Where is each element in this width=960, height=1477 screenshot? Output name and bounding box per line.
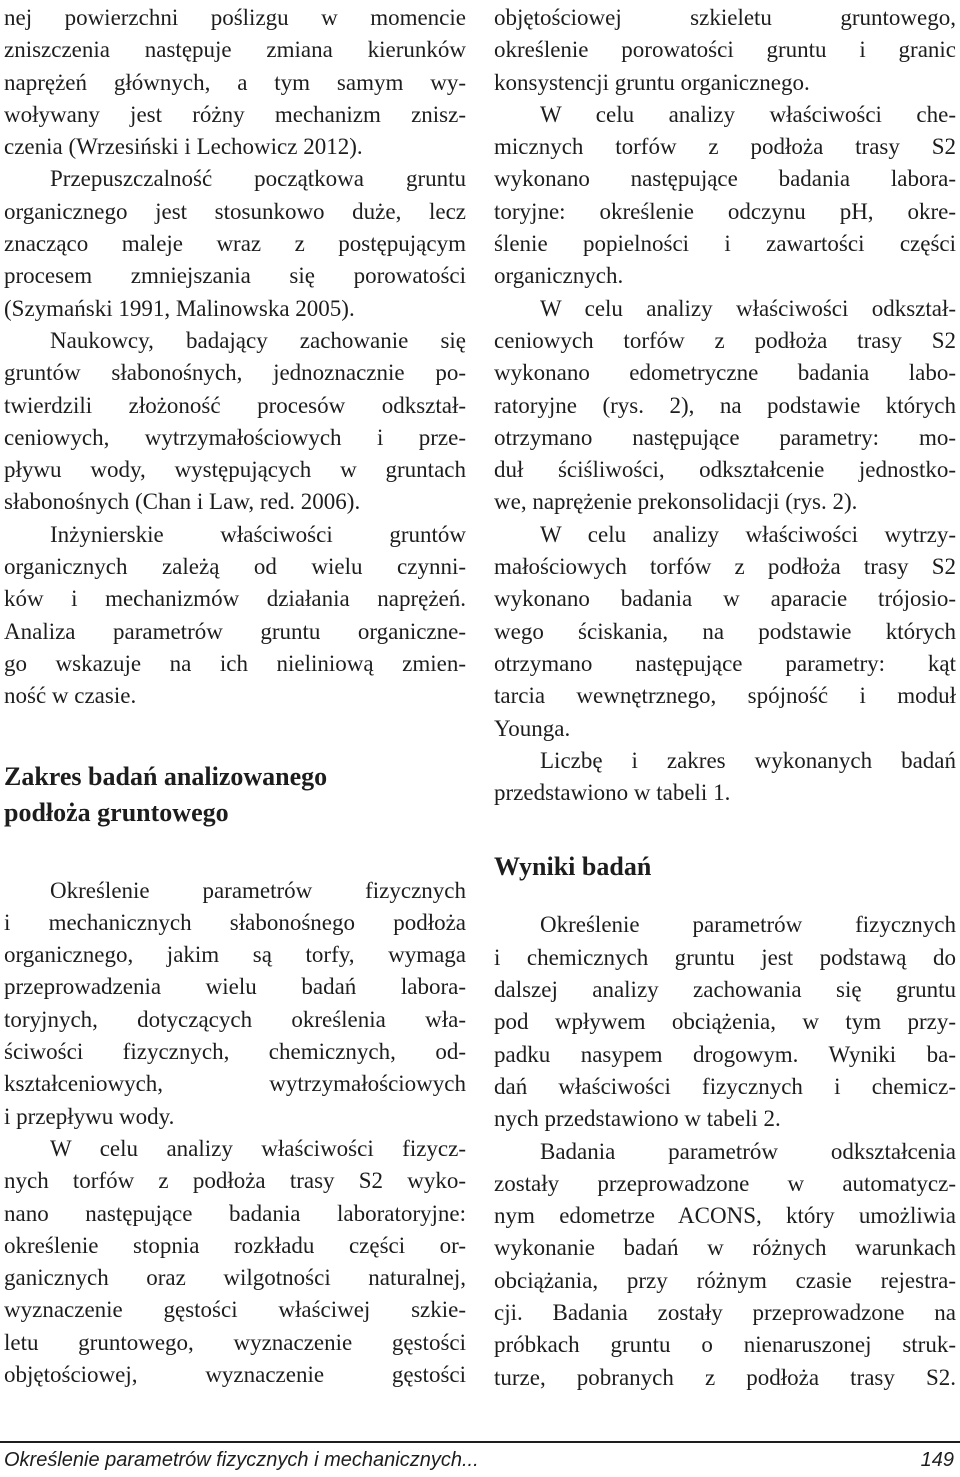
- heading-line: podłoża gruntowego: [4, 797, 229, 827]
- text-line: zostały przeprowadzone w automatycz-: [494, 1170, 956, 1196]
- text-line: określenie stopnia rozkładu części or-: [4, 1232, 466, 1258]
- section-heading: [4, 759, 466, 831]
- paragraph: [494, 293, 956, 519]
- text-line: czenia (Wrzesiński i Lechowicz 2012).: [4, 134, 363, 160]
- text-line: ceniowych, wytrzymałościowych i prze-: [4, 424, 466, 450]
- text-line: woływany jest różny mechanizm znisz-: [4, 101, 466, 127]
- text-line: przedstawiono w tabeli 1.: [494, 780, 731, 806]
- text-line: otrzymano następujące parametry: kąt: [494, 650, 956, 676]
- heading-line: Zakres badań analizowanego: [4, 761, 328, 791]
- section-heading: [494, 849, 956, 885]
- text-line: (Szymański 1991, Malinowska 2005).: [4, 295, 355, 321]
- text-line: cji. Badania zostały przeprowadzone na: [494, 1299, 956, 1325]
- paragraph: [494, 745, 956, 810]
- text-line: ganicznych oraz wilgotności naturalnej,: [4, 1265, 466, 1291]
- text-line: organicznego, jakim są torfy, wymaga: [4, 942, 466, 968]
- text-line: organicznych zależą od wielu czynni-: [4, 554, 466, 580]
- text-line: określenie porowatości gruntu i granic: [494, 37, 956, 63]
- text-line: nych przedstawiono w tabeli 2.: [494, 1106, 781, 1132]
- text-line: tarcia wewnętrznego, spójność i moduł: [494, 683, 956, 709]
- text-line: próbkach gruntu o nienaruszonej struk-: [494, 1332, 956, 1358]
- text-line: Przepuszczalność początkowa gruntu: [50, 166, 466, 192]
- text-line: letu gruntowego, wyznaczenie gęstości: [4, 1329, 466, 1355]
- text-line: naprężeń głównych, a tym samym wy-: [4, 69, 466, 95]
- text-line: ność w czasie.: [4, 683, 137, 709]
- text-line: wykonanie badań w różnych warunkach: [494, 1235, 956, 1261]
- text-line: toryjnych, dotyczących określenia wła-: [4, 1006, 466, 1032]
- text-line: dalszej analizy zachowania się gruntu: [494, 977, 956, 1003]
- text-line: konsystencji gruntu organicznego.: [494, 69, 810, 95]
- paragraph: [4, 2, 466, 163]
- paragraph: [494, 99, 956, 293]
- text-line: Inżynierskie właściwości gruntów: [50, 521, 466, 547]
- text-line: Analiza parametrów gruntu organiczne-: [4, 618, 466, 644]
- text-line: dań właściwości fizycznych i chemicz-: [494, 1073, 956, 1099]
- text-line: nych torfów z podłoża trasy S2 wyko-: [4, 1168, 466, 1194]
- text-line: we, naprężenie prekonsolidacji (rys. 2).: [494, 489, 858, 515]
- text-line: organicznych.: [494, 263, 624, 289]
- footer-divider: [0, 1441, 960, 1443]
- text-line: micznych torfów z podłoża trasy S2: [494, 134, 956, 160]
- running-title: Określenie parametrów fizycznych i mechanicznych...: [4, 1449, 479, 1471]
- text-line: Badania parametrów odkształcenia: [540, 1138, 956, 1164]
- text-line: otrzymano następujące parametry: mo-: [494, 424, 956, 450]
- right-column: [494, 2, 956, 1394]
- paragraph: [4, 325, 466, 519]
- text-line: Liczbę i zakres wykonanych badań: [540, 747, 956, 773]
- paragraph: [494, 519, 956, 745]
- text-line: przeprowadzenia wielu badań labora-: [4, 974, 466, 1000]
- text-line: pod wpływem obciążenia, w tym przy-: [494, 1009, 956, 1035]
- text-line: ślenie popielności i zawartości części: [494, 231, 956, 257]
- text-line: nej powierzchni poślizgu w momencie: [4, 5, 466, 30]
- text-line: ściwości fizycznych, chemicznych, od-: [4, 1039, 466, 1065]
- text-line: duł ściśliwości, odkształcenie jednostko-: [494, 457, 956, 483]
- text-line: padku nasypem drogowym. Wyniki ba-: [494, 1041, 956, 1067]
- text-line: wykonano badania w aparacie trójosio-: [494, 586, 956, 612]
- text-line: zniszczenia następuje zmiana kierunków: [4, 37, 466, 63]
- text-line: małościowych torfów z podłoża trasy S2: [494, 554, 956, 580]
- text-line: i chemicznych gruntu jest podstawą do: [494, 944, 956, 970]
- text-line: objętościowej, wyznaczenie gęstości: [4, 1361, 466, 1387]
- text-line: Naukowcy, badający zachowanie się: [50, 327, 466, 353]
- text-line: słabonośnych (Chan i Law, red. 2006).: [4, 489, 361, 515]
- text-line: turze, pobranych z podłoża trasy S2.: [494, 1364, 956, 1390]
- text-line: wykonano następujące badania labora-: [494, 166, 956, 192]
- text-line: znacząco maleje wraz z postępującym: [4, 231, 466, 257]
- text-line: Określenie parametrów fizycznych: [50, 877, 466, 903]
- text-line: wykonano edometryczne badania labo-: [494, 360, 956, 386]
- paragraph: [494, 2, 956, 99]
- text-line: objętościowej szkieletu gruntowego,: [494, 5, 956, 30]
- text-line: go wskazuje na ich nieliniową zmien-: [4, 650, 466, 676]
- text-line: pływu wody, występujących w gruntach: [4, 457, 466, 483]
- text-line: i mechanicznych słabonośnego podłoża: [4, 909, 466, 935]
- text-line: organicznego jest stosunkowo duże, lecz: [4, 198, 466, 224]
- text-line: Określenie parametrów fizycznych: [540, 912, 956, 938]
- paragraph: [494, 909, 956, 1135]
- text-line: wego ściskania, na podstawie których: [494, 618, 956, 644]
- text-line: ków i mechanizmów działania naprężeń.: [4, 586, 466, 612]
- page-number: 149: [920, 1449, 954, 1471]
- text-line: obciążania, przy różnym czasie rejestra-: [494, 1267, 956, 1293]
- paragraph: [4, 1133, 466, 1391]
- paragraph: [4, 875, 466, 1133]
- text-line: ratoryjne (rys. 2), na podstawie których: [494, 392, 956, 418]
- text-line: wyznaczenie gęstości właściwej szkie-: [4, 1297, 466, 1323]
- text-line: W celu analizy właściwości che-: [540, 101, 956, 127]
- text-line: kształceniowych, wytrzymałościowych: [4, 1071, 466, 1097]
- paragraph: [4, 519, 466, 713]
- text-line: twierdzili złożoność procesów odkształ-: [4, 392, 466, 418]
- text-line: W celu analizy właściwości fizycz-: [50, 1135, 466, 1161]
- text-line: i przepływu wody.: [4, 1103, 175, 1129]
- text-line: ceniowych torfów z podłoża trasy S2: [494, 327, 956, 353]
- text-line: nym edometrze ACONS, który umożliwia: [494, 1203, 956, 1229]
- text-line: gruntów słabonośnych, jednoznacznie po-: [4, 360, 466, 386]
- text-line: W celu analizy właściwości odkształ-: [540, 295, 956, 321]
- left-column: [4, 2, 466, 1391]
- paragraph: [4, 163, 466, 324]
- text-line: Younga.: [494, 715, 571, 741]
- heading-line: Wyniki badań: [494, 852, 652, 882]
- paragraph: [494, 1136, 956, 1394]
- text-line: W celu analizy właściwości wytrzy-: [540, 521, 956, 547]
- text-line: toryjne: określenie odczynu pH, okre-: [494, 198, 956, 224]
- text-line: nano następujące badania laboratoryjne:: [4, 1200, 466, 1226]
- text-line: procesem zmniejszania się porowatości: [4, 263, 466, 289]
